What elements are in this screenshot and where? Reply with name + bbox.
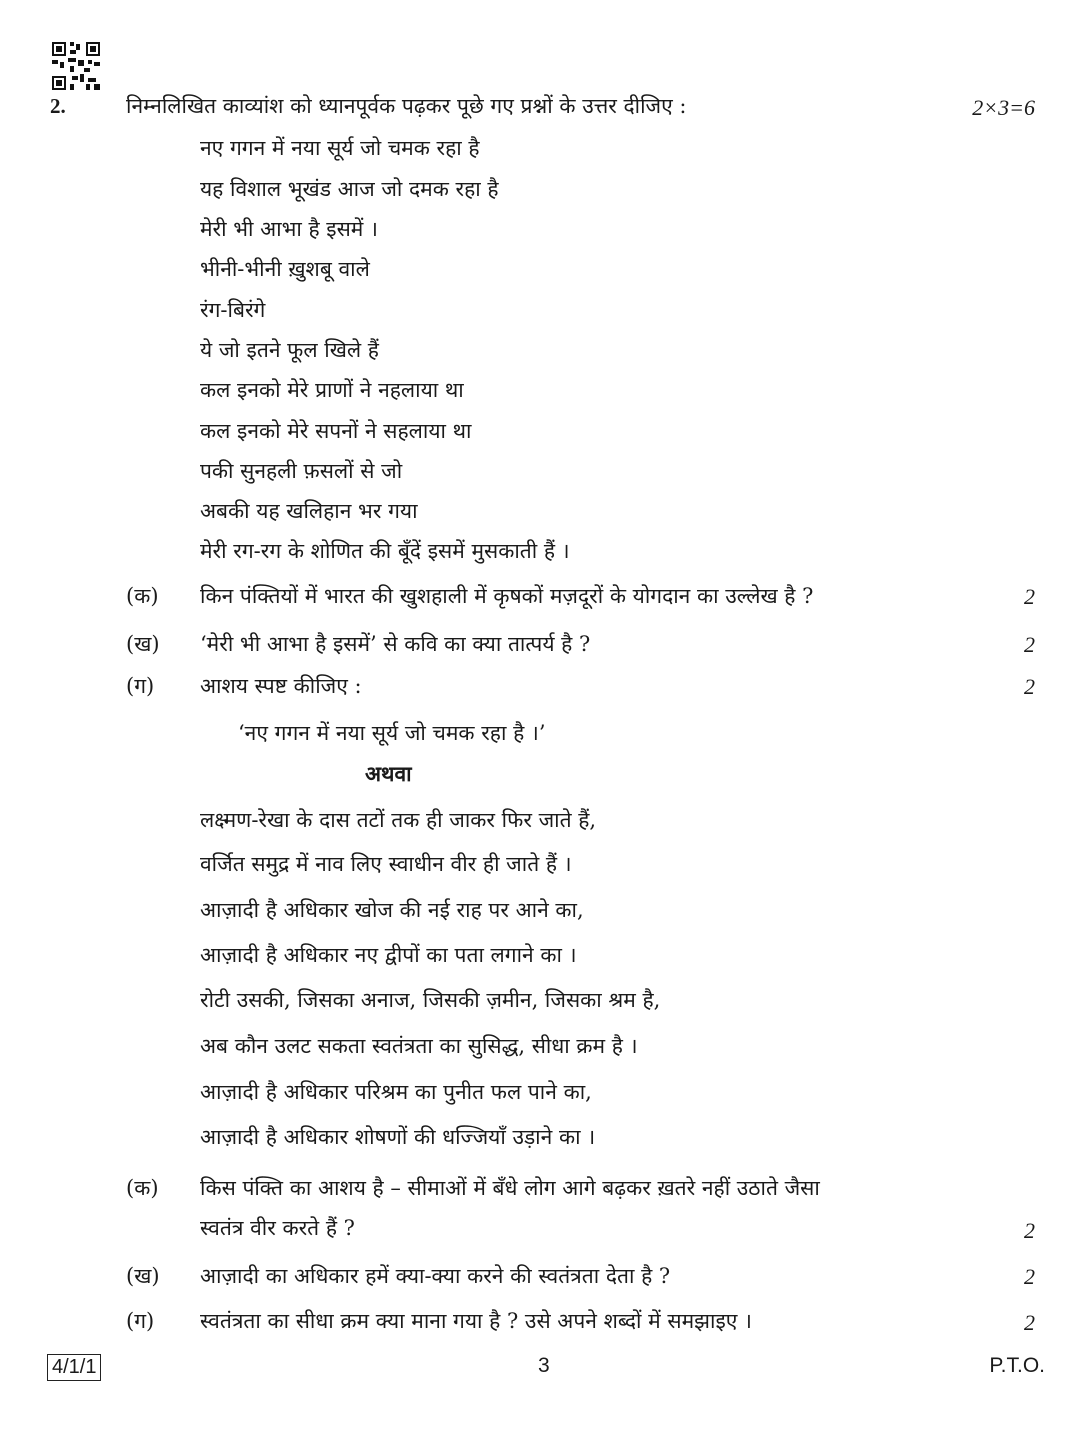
poem1-line: अबकी यह खलिहान भर गया — [200, 499, 418, 523]
question-text: किन पंक्तियों में भारत की खुशहाली में कृषकों मज़दूरों के योगदान का उल्लेख है ? — [200, 584, 814, 608]
question-instruction: निम्नलिखित काव्यांश को ध्यानपूर्वक पढ़कर पूछे गए प्रश्नों के उत्तर दीजिए : — [126, 94, 687, 118]
poem1-line: नए गगन में नया सूर्य जो चमक रहा है — [200, 136, 480, 160]
paper-code: 4/1/1 — [47, 1354, 101, 1381]
poem2-line: आज़ादी है अधिकार शोषणों की धज्जियाँ उड़ाने का । — [200, 1125, 596, 1149]
poem1-line: रंग-बिरंगे — [200, 298, 266, 322]
poem2-line: आज़ादी है अधिकार खोज की नई राह पर आने का, — [200, 898, 584, 922]
question-label: (क) — [126, 1176, 159, 1200]
total-marks: 2×3=6 — [972, 95, 1035, 120]
page-number: 3 — [538, 1354, 550, 1377]
question-marks: 2 — [1024, 1218, 1035, 1243]
question-text: स्वतंत्रता का सीधा क्रम क्या माना गया है ? उसे अपने शब्दों में समझाइए । — [200, 1309, 753, 1333]
poem1-line: भीनी-भीनी ख़ुशबू वाले — [200, 257, 370, 281]
poem1-line: मेरी रग-रग के शोणित की बूँदें इसमें मुसकाती हैं । — [200, 539, 570, 563]
poem1-line: मेरी भी आभा है इसमें । — [200, 217, 379, 241]
quoted-line: ‘नए गगन में नया सूर्य जो चमक रहा है ।’ — [238, 721, 546, 745]
question-marks: 2 — [1024, 1310, 1035, 1335]
question-marks: 2 — [1024, 674, 1035, 699]
question-number: 2. — [50, 94, 66, 118]
question-label: (ग) — [126, 1309, 155, 1333]
poem1-line: कल इनको मेरे प्राणों ने नहलाया था — [200, 378, 464, 402]
question-text: किस पंक्ति का आशय है – सीमाओं में बँधे लोग आगे बढ़कर ख़तरे नहीं उठाते जैसा — [200, 1176, 820, 1200]
question-marks: 2 — [1024, 584, 1035, 609]
question-text: स्वतंत्र वीर करते हैं ? — [200, 1216, 355, 1240]
question-text: ‘मेरी भी आभा है इसमें’ से कवि का क्या तात्पर्य है ? — [200, 632, 591, 656]
question-label: (ख) — [126, 1264, 160, 1288]
poem1-line: पकी सुनहली फ़सलों से जो — [200, 459, 403, 483]
question-marks: 2 — [1024, 1264, 1035, 1289]
question-text: आज़ादी का अधिकार हमें क्या-क्या करने की स्वतंत्रता देता है ? — [200, 1264, 671, 1288]
poem2-line: रोटी उसकी, जिसका अनाज, जिसकी ज़मीन, जिसका श्रम है, — [200, 988, 661, 1012]
question-marks: 2 — [1024, 632, 1035, 657]
poem1-line: यह विशाल भूखंड आज जो दमक रहा है — [200, 177, 499, 201]
poem2-line: लक्ष्मण-रेखा के दास तटों तक ही जाकर फिर जाते हैं, — [200, 808, 597, 832]
poem2-line: आज़ादी है अधिकार नए द्वीपों का पता लगाने का । — [200, 943, 577, 967]
poem2-line: अब कौन उलट सकता स्वतंत्रता का सुसिद्ध, सीधा क्रम है । — [200, 1034, 638, 1058]
question-label: (ख) — [126, 632, 160, 656]
question-label: (क) — [126, 584, 159, 608]
poem2-line: आज़ादी है अधिकार परिश्रम का पुनीत फल पाने का, — [200, 1080, 592, 1104]
poem2-line: वर्जित समुद्र में नाव लिए स्वाधीन वीर ही जाते हैं । — [200, 852, 572, 876]
poem1-line: ये जो इतने फूल खिले हैं — [200, 338, 379, 362]
question-text: आशय स्पष्ट कीजिए : — [200, 674, 362, 698]
qr-code-icon — [52, 42, 100, 90]
or-heading: अथवा — [365, 761, 412, 786]
question-label: (ग) — [126, 674, 155, 698]
pto-text: P.T.O. — [989, 1354, 1045, 1377]
poem1-line: कल इनको मेरे सपनों ने सहलाया था — [200, 419, 472, 443]
